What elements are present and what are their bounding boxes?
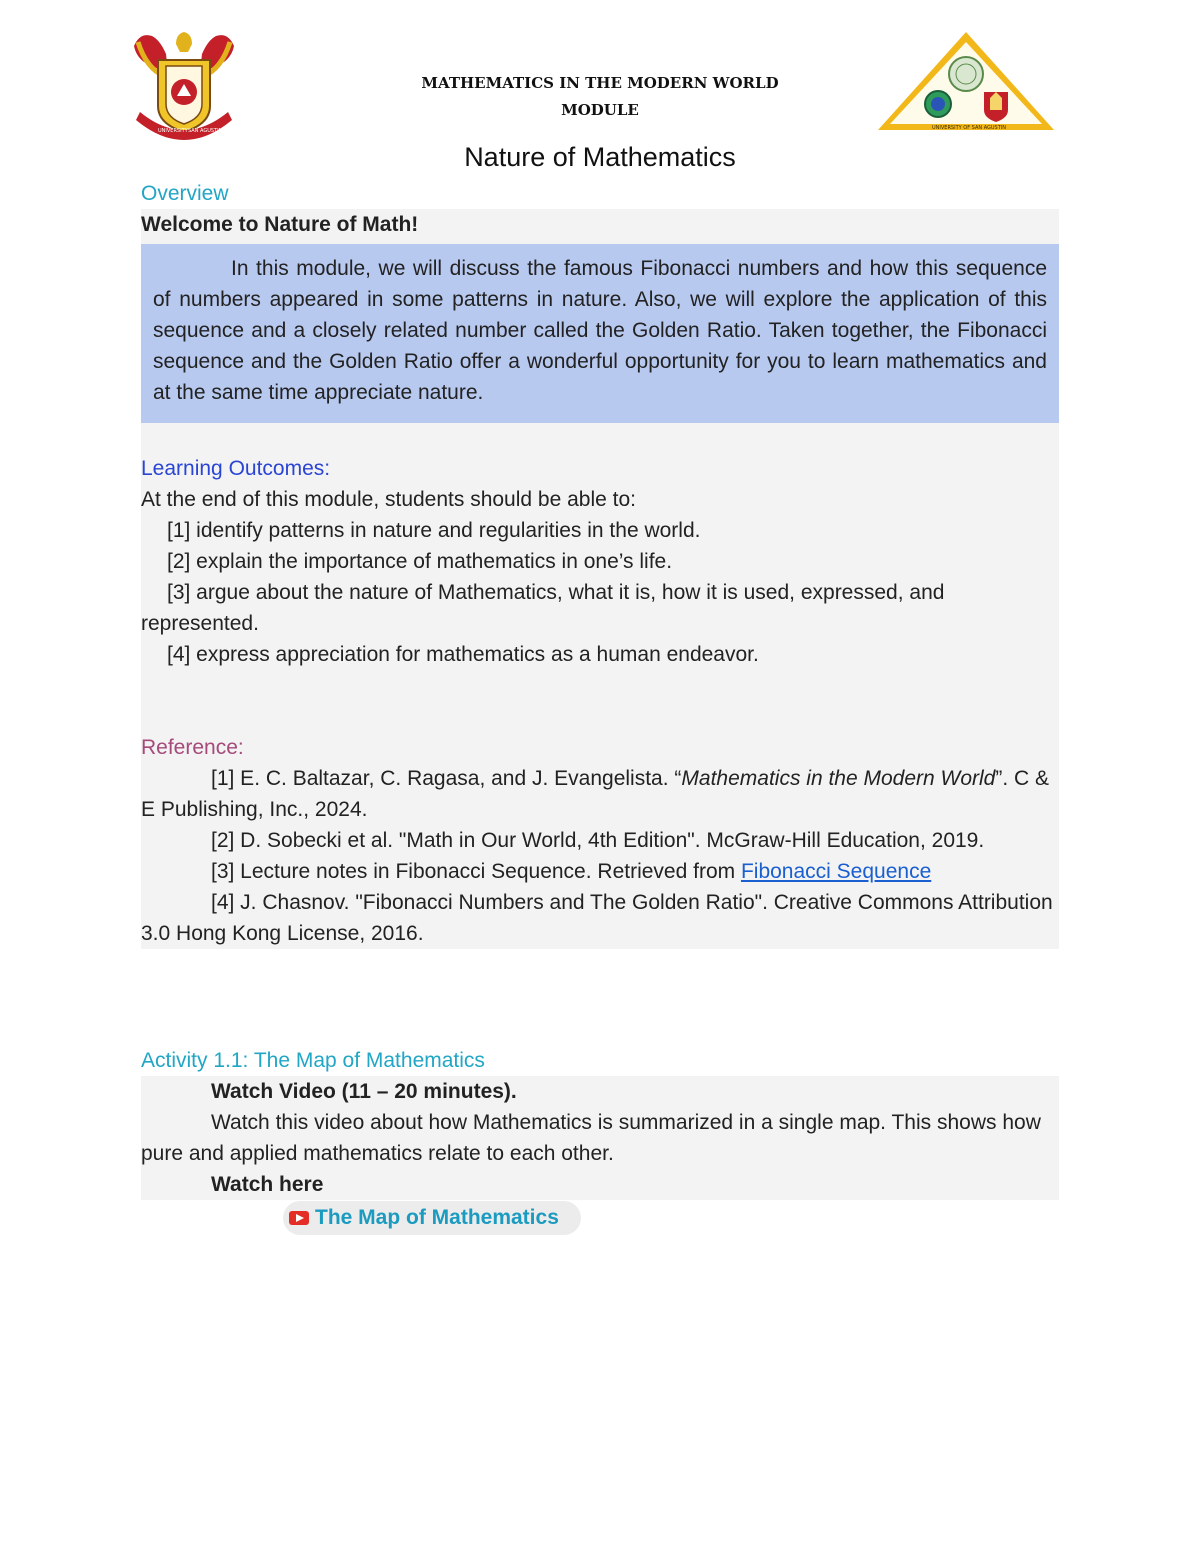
youtube-icon xyxy=(289,1211,309,1225)
module-header-title xyxy=(300,70,900,124)
overview-block xyxy=(141,209,1059,949)
reference-item-2: [2] D. Sobecki et al. "Math in Our World, 4th Edition". McGraw-Hill Education, 2019. xyxy=(211,829,985,852)
activity-block xyxy=(141,1076,1059,1200)
learning-outcome-item: [1] identify patterns in nature and regularities in the world. xyxy=(167,519,701,542)
reference-item-4: [4] J. Chasnov. "Fibonacci Numbers and The Golden Ratio". Creative Commons Attribution 3.0 Hong Kong License, 2016. xyxy=(141,891,1053,945)
learning-outcomes-heading: Learning Outcomes: xyxy=(141,457,331,480)
welcome-heading: Welcome to Nature of Math! xyxy=(141,213,419,236)
college-triangle-seal-logo xyxy=(876,30,1056,134)
header-title-line1: MATHEMATICS IN THE MODERN WORLD xyxy=(421,74,779,92)
page-title: Nature of Mathematics xyxy=(464,142,736,172)
watch-here-label: Watch here xyxy=(211,1173,324,1196)
reference-1-title: Mathematics in the Modern World xyxy=(681,767,996,790)
watch-video-label: Watch Video (11 – 20 minutes). xyxy=(211,1080,517,1103)
learning-outcome-item: [4] express appreciation for mathematics as a human endeavor. xyxy=(167,643,759,666)
learning-outcome-item: [3] argue about the nature of Mathematics, what it is, how it is used, expressed, and represented. xyxy=(141,581,945,635)
intro-paragraph: In this module, we will discuss the famous Fibonacci numbers and how this sequence of numbers appeared in some patterns in nature. Also, we will explore the application of this sequence and a closely related number called the Golden Ratio. Taken together, the Fibonacci sequence and the Golden Ratio offer a wonderful opportunity for you to learn mathematics and at the same time appreciate nature. xyxy=(141,244,1059,423)
reference-item-3 xyxy=(141,856,1059,887)
svg-text:SAN AGUSTIN: SAN AGUSTIN xyxy=(188,128,223,134)
learning-outcomes-lead: At the end of this module, students should be able to: xyxy=(141,488,636,511)
overview-section xyxy=(141,178,1059,949)
learning-outcome-item: [2] explain the importance of mathematics in one’s life. xyxy=(167,550,673,573)
activity-description: Watch this video about how Mathematics is summarized in a single map. This shows how pure and applied mathematics relate to each other. xyxy=(141,1111,1041,1165)
fibonacci-sequence-link[interactable]: Fibonacci Sequence xyxy=(740,860,932,883)
header-title-line2: MODULE xyxy=(561,101,639,119)
overview-heading: Overview xyxy=(141,182,229,205)
svg-text:UNIVERSITY OF SAN AGUSTIN: UNIVERSITY OF SAN AGUSTIN xyxy=(932,125,1007,131)
video-link-label[interactable]: The Map of Mathematics xyxy=(315,1206,559,1229)
university-crest-logo xyxy=(130,28,238,142)
video-link-chip[interactable] xyxy=(283,1201,581,1235)
reference-item-1 xyxy=(141,763,1059,825)
activity-section xyxy=(141,1045,1059,1200)
svg-text:UNIVERSITY: UNIVERSITY xyxy=(158,128,188,134)
reference-heading: Reference: xyxy=(141,736,244,759)
activity-heading: Activity 1.1: The Map of Mathematics xyxy=(141,1049,485,1072)
reference-1-publisher: ”. C & E Publishing, Inc., 2024. xyxy=(141,767,1050,821)
reference-3-text: [3] Lecture notes in Fibonacci Sequence. Retrieved from xyxy=(211,860,741,883)
reference-1-authors: [1] E. C. Baltazar, C. Ragasa, and J. Evangelista. “ xyxy=(211,767,682,790)
